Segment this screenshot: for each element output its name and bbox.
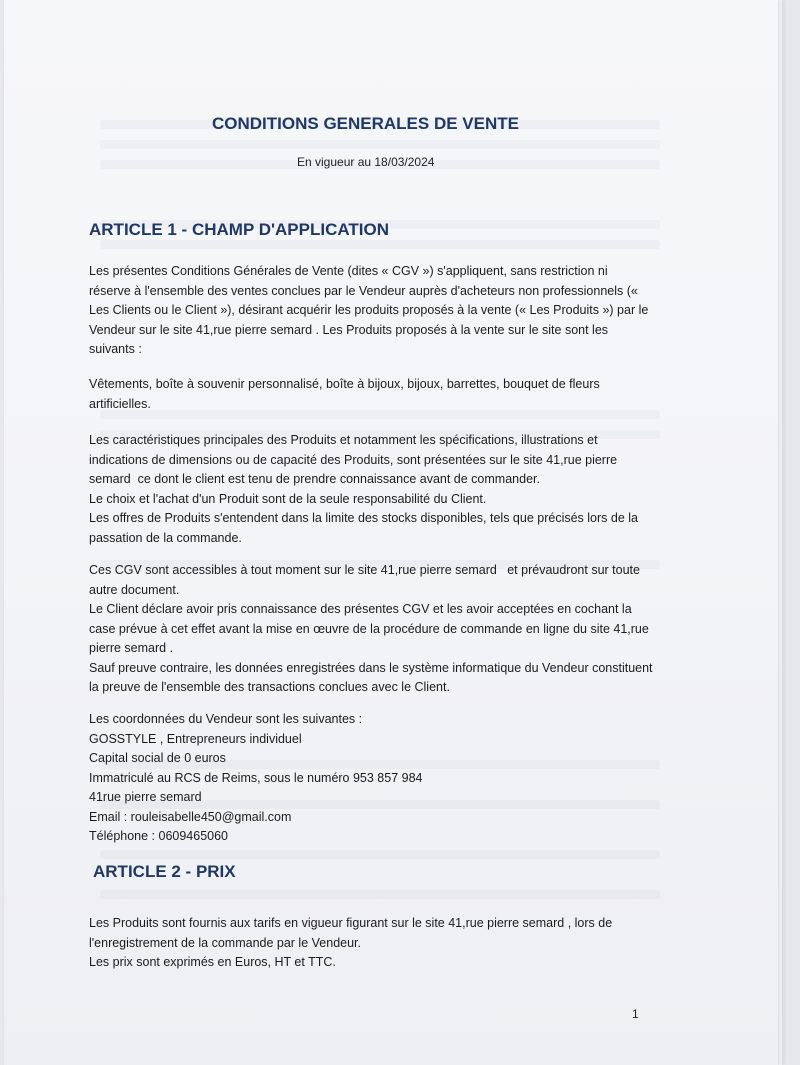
article-1-paragraph-4 — [89, 561, 669, 698]
text-line: Vêtements, boîte à souvenir personnalisé, boîte à bijoux, bijoux, barrettes, bouquet de fleurs — [89, 377, 600, 391]
effective-date: En vigueur au 18/03/2024 — [297, 155, 435, 169]
text-line: Vendeur sur le site 41,rue pierre semard . Les Produits proposés à la vente sur le site sont les — [89, 322, 609, 337]
article-2-heading: ARTICLE 2 - PRIX — [93, 862, 236, 881]
seller-email: Email : rouleisabelle450@gmail.com — [89, 809, 292, 824]
seller-phone: Téléphone : 0609465060 — [89, 829, 229, 843]
text-line: réserve à l'ensemble des ventes conclues par le Vendeur auprès d'acheteurs non professionnels (« — [89, 283, 638, 298]
text-line: pierre semard . — [89, 641, 174, 655]
text-line: indications de dimensions ou de capacité des Produits, sont présentées sur le site 41,rue pierre — [89, 452, 618, 467]
text-line: autre document. — [89, 582, 180, 597]
text-line: Les présentes Conditions Générales de Vente (dites « CGV ») s'appliquent, sans restriction ni — [89, 264, 608, 278]
article-1-paragraph-1 — [89, 262, 669, 360]
show-through-text — [100, 240, 660, 249]
show-through-text — [100, 850, 660, 859]
text-line: l'enregistrement de la commande par le Vendeur. — [89, 935, 361, 950]
seller-contact-details — [89, 710, 669, 847]
text-line: suivants : — [89, 342, 142, 356]
text-line: Les Produits sont fournis aux tarifs en vigueur figurant sur le site 41,rue pierre semard , lors de — [89, 916, 613, 930]
text-line: Sauf preuve contraire, les données enregistrées dans le système informatique du Vendeur constituent — [89, 660, 653, 675]
show-through-text — [100, 140, 660, 149]
text-line: artificielles. — [89, 396, 151, 411]
text-line: Le choix et l'achat d'un Produit sont de la seule responsabilité du Client. — [89, 491, 487, 506]
text-line: Les coordonnées du Vendeur sont les suivantes : — [89, 712, 363, 726]
page-number: 1 — [632, 1007, 639, 1021]
seller-capital: Capital social de 0 euros — [89, 751, 226, 765]
text-line: Les caractéristiques principales des Produits et notamment les spécifications, illustrations et — [89, 433, 598, 447]
article-1-heading: ARTICLE 1 - CHAMP D'APPLICATION — [89, 220, 389, 239]
text-line: Les prix sont exprimés en Euros, HT et TTC. — [89, 955, 336, 969]
text-line: Le Client déclare avoir pris connaissance des présentes CGV et les avoir acceptées en cochant la — [89, 602, 632, 616]
document-title: CONDITIONS GENERALES DE VENTE — [212, 114, 519, 133]
text-line: Les Clients ou le Client »), désirant acquérir les produits proposés à la vente (« Les Produits ») par le — [89, 303, 649, 317]
show-through-text — [100, 890, 660, 899]
text-line: case prévue à cet effet avant la mise en œuvre de la procédure de commande en ligne du site 41,rue — [89, 621, 649, 636]
article-1-paragraph-3 — [89, 431, 669, 548]
seller-company: GOSSTYLE , Entrepreneurs individuel — [89, 731, 302, 746]
text-line: Ces CGV sont accessibles à tout moment sur le site 41,rue pierre semard et prévaudront sur toute — [89, 563, 640, 577]
seller-rcs: Immatriculé au RCS de Reims, sous le numéro 953 857 984 — [89, 770, 423, 785]
seller-address: 41rue pierre semard — [89, 790, 202, 804]
text-line: semard ce dont le client est tenu de prendre connaissance avant de commander. — [89, 472, 540, 486]
text-line: passation de la commande. — [89, 530, 242, 545]
article-2-paragraph-1 — [89, 914, 669, 973]
text-line: Les offres de Produits s'entendent dans la limite des stocks disponibles, tels que précisés lors de la — [89, 511, 638, 525]
text-line: la preuve de l'ensemble des transactions conclues avec le Client. — [89, 680, 450, 694]
article-1-paragraph-2 — [89, 375, 669, 414]
